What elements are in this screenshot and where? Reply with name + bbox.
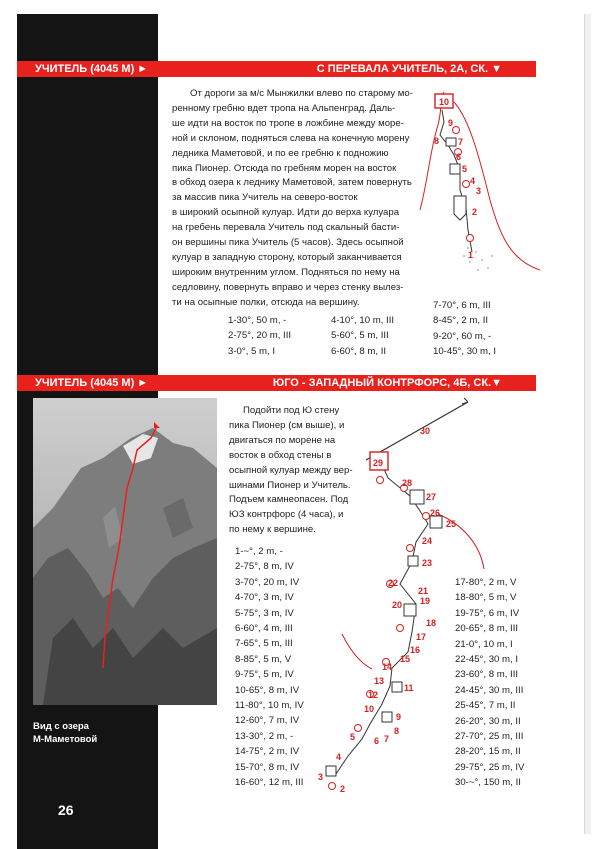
section1-pitches-col2 [331, 313, 394, 359]
topo-box-11 [392, 682, 402, 692]
text-line: Подойти под Ю стену [243, 405, 340, 416]
pitch-item: 26-20°, 30 m, II [455, 715, 521, 727]
text-line: восток в обход стены в [229, 449, 332, 461]
topo-label: 2 [340, 784, 346, 794]
section2-pitches-left [235, 544, 304, 791]
section2-peak-title: УЧИТЕЛЬ (4045 М) ► [35, 377, 149, 389]
topo-label: 14 [382, 662, 393, 672]
topo-label: 9 [448, 118, 454, 128]
pitch-item: 9-75°, 5 m, IV [235, 669, 294, 681]
topo-label: 17 [416, 632, 427, 642]
topo-belay-icon [467, 235, 474, 242]
topo-label: 20 [392, 600, 403, 610]
pitch-item: 15-70°, 8 m, IV [235, 761, 300, 773]
section1-route-title: С ПЕРЕВАЛА УЧИТЕЛЬ, 2А, СК. ▼ [316, 63, 502, 75]
topo-outline-right [438, 514, 484, 569]
pitch-item: 4-10°, 10 m, III [331, 315, 395, 326]
text-line: ренному гребню вдет тропа на Альпенград. Даль- [172, 102, 396, 114]
topo-label: 10 [439, 97, 450, 107]
pitch-item: 16-60°, 12 m, III [235, 777, 304, 789]
text-line: ледника Маметовой, и по ее гребню к подножию [172, 147, 389, 159]
topo-label: 21 [418, 586, 429, 596]
text-line: в обход озера к леднику Маметовой, затем повернуть [172, 177, 412, 189]
pitch-item: 5-60°, 5 m, III [331, 330, 389, 342]
pitch-item: 13-30°, 2 m, - [235, 730, 294, 742]
section1-pitches-col1 [228, 313, 291, 359]
pitch-item: 4-70°, 3 m, IV [235, 592, 294, 604]
section1-description [172, 87, 424, 311]
pitch-item: 23-60°, 8 m, III [455, 669, 519, 681]
topo-box-5 [450, 164, 460, 174]
text-line: за массив пика Учитель на северо-восток [172, 192, 358, 204]
topo-belay-icon [453, 127, 460, 134]
text-line: широким внутренним углом. Подняться по нему на [172, 266, 400, 278]
text-line: на гребень перевала Учитель под скальный басти- [172, 222, 400, 234]
topo-label: 22 [388, 578, 399, 588]
text-line: шинами Пионер и Учитель. [229, 479, 351, 491]
text-line: Подъем камнеопасен. Под [229, 494, 349, 506]
pitch-item: 6-60°, 8 m, II [331, 345, 387, 357]
text-line: ше идти на восток по тропе в ложбине между море- [172, 117, 404, 129]
topo-label: 29 [373, 458, 384, 468]
topo-label: 1 [468, 250, 474, 260]
photo-caption-line: Вид с озера [33, 721, 89, 732]
pitch-item: 5-75°, 3 m, IV [235, 607, 294, 619]
topo-label: 16 [410, 645, 421, 655]
pitch-item: 24-45°, 30 m, III [455, 684, 524, 696]
topo-label: 30 [420, 426, 431, 436]
pitch-item: 8-85°, 5 m, V [235, 653, 292, 665]
pitch-item: 30-~°, 150 m, II [455, 777, 521, 789]
topo-box-27 [410, 490, 424, 504]
pitch-item: 22-45°, 30 m, I [455, 654, 519, 666]
pitch-item: 2-75°, 8 m, IV [235, 561, 294, 573]
topo-label: 6 [456, 152, 462, 162]
text-line: пика Пионер (см выше), и [229, 419, 345, 431]
topo-outline-left [420, 92, 444, 210]
pitch-item: 8-45°, 2 m, II [433, 315, 489, 327]
topo-label: 10 [364, 704, 375, 714]
section1-header-bar [17, 61, 536, 77]
mountain-photo [33, 398, 217, 705]
topo-box-23 [408, 556, 418, 566]
pitch-item: 20-65°, 8 m, III [455, 623, 519, 635]
pitch-item: 10-65°, 8 m, IV [235, 684, 300, 696]
text-line: кулуар в западную сторону, который заканчивается [172, 251, 402, 263]
topo-label: 8 [434, 136, 440, 146]
text-line: седловину, повернуть вправо и через стенку вылез- [172, 281, 404, 293]
pitch-item: 11-80°, 10 m, IV [235, 700, 304, 712]
text-line: ЮЗ контрфорс (4 часа), и [229, 509, 344, 521]
topo-label: 11 [404, 683, 414, 693]
topo-label: 27 [426, 492, 437, 502]
topo-box-7 [446, 138, 456, 146]
section2-header-bar [17, 375, 536, 391]
topo-label: 15 [400, 654, 411, 664]
topo-outline-left [342, 634, 372, 669]
photo-caption-line: М-Маметовой [33, 734, 98, 745]
pitch-item: 10-45°, 30 m, I [433, 346, 497, 358]
topo-label: 5 [462, 164, 468, 174]
topo-label: 24 [422, 536, 433, 546]
topo-label: 23 [422, 558, 433, 568]
topo-label: 5 [350, 732, 356, 742]
text-line: пика Пионер. Отсюда по гребням морен на восток [172, 162, 397, 174]
topo-label: 19 [420, 596, 431, 606]
section1-topo-diagram [410, 80, 560, 285]
page-number: 26 [58, 802, 74, 818]
topo-label: 8 [394, 726, 400, 736]
section1-peak-title: УЧИТЕЛЬ (4045 М) ► [35, 63, 149, 75]
pitch-item: 25-45°, 7 m, II [455, 700, 516, 712]
pitch-item: 14-75°, 2 m, IV [235, 746, 300, 758]
topo-label: 7 [458, 137, 464, 147]
pitch-item: 2-75°, 20 m, III [228, 330, 292, 342]
topo-label: 7 [384, 734, 390, 744]
pitch-item: 28-20°, 15 m, II [455, 746, 521, 758]
topo-label: 26 [430, 508, 441, 518]
pitch-item: 1-~°, 2 m, - [235, 546, 283, 557]
text-line: ной и склоном, подняться слева на конечную морену [172, 132, 410, 144]
topo-label: 4 [470, 176, 476, 186]
section2-topo-diagram [312, 394, 492, 799]
pitch-item: 21-0°, 10 m, I [455, 638, 513, 650]
topo-box-2 [454, 196, 466, 220]
topo-label: 28 [402, 478, 413, 488]
topo-label: 2 [472, 207, 478, 217]
text-line: От дороги за м/с Мынжилки влево по старому мо- [190, 88, 413, 99]
pitch-item: 9-20°, 60 m, - [433, 330, 492, 342]
topo-label: 3 [318, 772, 324, 782]
topo-label: 9 [396, 712, 402, 722]
section1-pitches-col3 [433, 298, 496, 360]
topo-label: 4 [336, 752, 342, 762]
pitch-item: 27-70°, 25 m, III [455, 731, 524, 743]
pitch-item: 3-0°, 5 m, I [228, 345, 276, 357]
topo-belay-icon [463, 181, 470, 188]
pitch-item: 19-75°, 6 m, IV [455, 607, 520, 619]
topo-label: 25 [446, 519, 457, 529]
pitch-item: 12-60°, 7 m, IV [235, 715, 300, 727]
pitch-item: 29-75°, 25 m, IV [455, 761, 525, 773]
topo-box-2 [326, 766, 336, 776]
text-line: он вершины пика Учитель (5 часов). Здесь осыпной [172, 237, 404, 249]
pitch-item: 7-70°, 6 m, III [433, 300, 491, 311]
topo-label: 6 [374, 736, 380, 746]
text-line: в широкий осыпной кулуар. Идти до верха кулуара [172, 207, 400, 219]
pitch-item: 18-80°, 5 m, V [455, 592, 517, 604]
photo-caption [33, 720, 97, 746]
text-line: двигаться по морене на [229, 434, 336, 446]
section2-route-title: ЮГО - ЗАПАДНЫЙ КОНТРФОРС, 4Б, СК.▼ [272, 377, 502, 389]
pitch-item: 1-30°, 50 m, - [228, 315, 287, 326]
topo-label: 3 [476, 186, 482, 196]
pitch-item: 6-60°, 4 m, III [235, 623, 293, 635]
pitch-item: 17-80°, 2 m, V [455, 577, 517, 588]
topo-label: 13 [374, 676, 385, 686]
text-line: по нему к вершине. [229, 524, 316, 536]
topo-box-18 [404, 604, 416, 616]
text-line: осыпной кулуар между вер- [229, 464, 353, 476]
topo-route-line [336, 460, 431, 774]
topo-label: 18 [426, 618, 437, 628]
pitch-item: 7-65°, 5 m, III [235, 638, 293, 650]
page-edge [584, 14, 591, 834]
topo-ridge-line [366, 402, 468, 460]
text-line: ти на осыпные полки, отсюда на вершину. [172, 296, 360, 308]
topo-label: 12 [368, 690, 379, 700]
pitch-item: 3-70°, 20 m, IV [235, 576, 300, 588]
topo-box-8 [382, 712, 392, 722]
